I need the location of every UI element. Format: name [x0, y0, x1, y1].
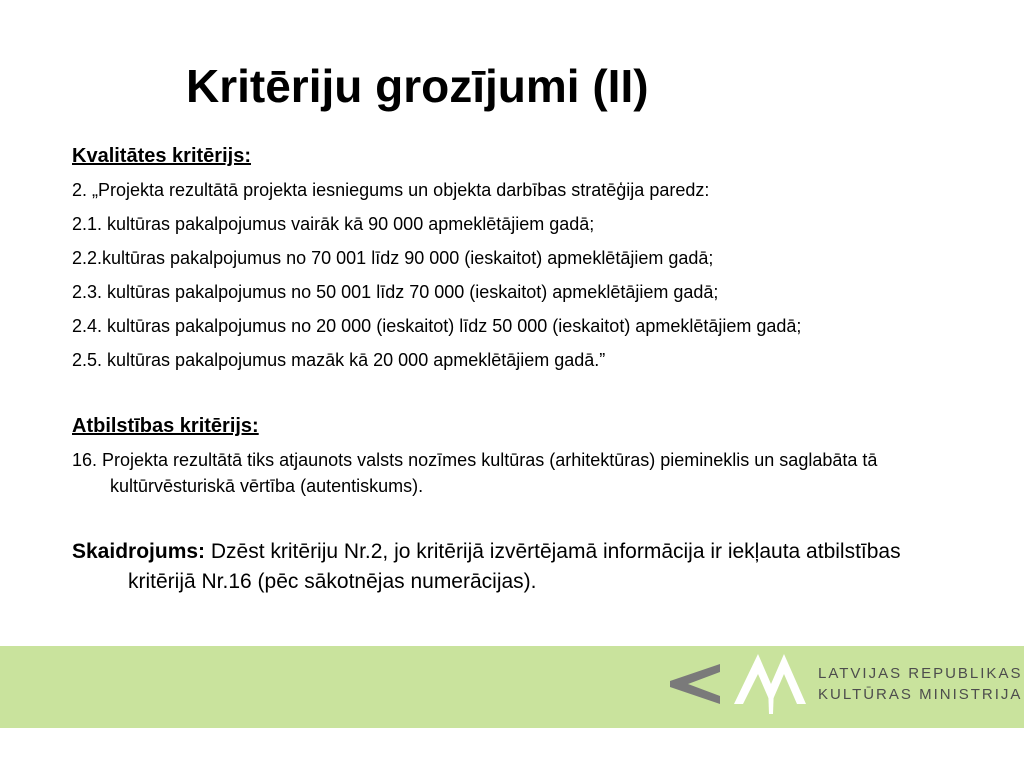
quality-criterion-item: 2.1. kultūras pakalpojumus vairāk kā 90 000 apmeklētājiem gadā;	[72, 214, 595, 234]
quality-criterion-item: 2.2.kultūras pakalpojumus no 70 001 līdz 90 000 (ieskaitot) apmeklētājiem gadā;	[72, 248, 714, 268]
explanation-note	[72, 537, 972, 597]
logo-chevron-shape	[670, 664, 720, 704]
logo-text-line: KULTŪRAS MINISTRIJA	[818, 686, 1023, 703]
logo-stem-shape	[768, 686, 774, 714]
section-spacer	[72, 507, 972, 537]
explanation-text: Dzēst kritēriju Nr.2, jo kritērijā izvērtējamā informācija ir iekļauta atbilstības kritērijā Nr.16 (pēc sākotnējas numerācijas).	[128, 540, 901, 593]
section-spacer	[72, 381, 972, 413]
quality-criterion-item: 2.5. kultūras pakalpojumus mazāk kā 20 000 apmeklētājiem gadā.”	[72, 350, 606, 370]
explanation-label: Skaidrojums:	[72, 540, 206, 563]
logo-text-line: LATVIJAS REPUBLIKAS	[818, 665, 1023, 682]
ministry-logo-icon	[668, 646, 808, 728]
slide-title: Kritēriju grozījumi (II)	[186, 60, 649, 112]
quality-criterion-item: 2. „Projekta rezultātā projekta iesniegums un objekta darbības stratēģija paredz:	[72, 180, 710, 200]
quality-criterion-heading: Kvalitātes kritērijs:	[72, 145, 251, 167]
quality-criterion-item: 2.4. kultūras pakalpojumus no 20 000 (ieskaitot) līdz 50 000 (ieskaitot) apmeklētājiem gadā;	[72, 316, 802, 336]
relevance-criterion-item: 16. Projekta rezultātā tiks atjaunots valsts nozīmes kultūras (arhitektūras) piemineklis un saglabāta tā kultūrvēsturiskā vērtība (autentiskums).	[72, 450, 878, 496]
quality-criterion-item: 2.3. kultūras pakalpojumus no 50 001 līdz 70 000 (ieskaitot) apmeklētājiem gadā;	[72, 282, 719, 302]
relevance-criterion-heading: Atbilstības kritērijs:	[72, 415, 259, 437]
ministry-logo-text	[818, 663, 1022, 705]
slide-content	[72, 143, 972, 597]
